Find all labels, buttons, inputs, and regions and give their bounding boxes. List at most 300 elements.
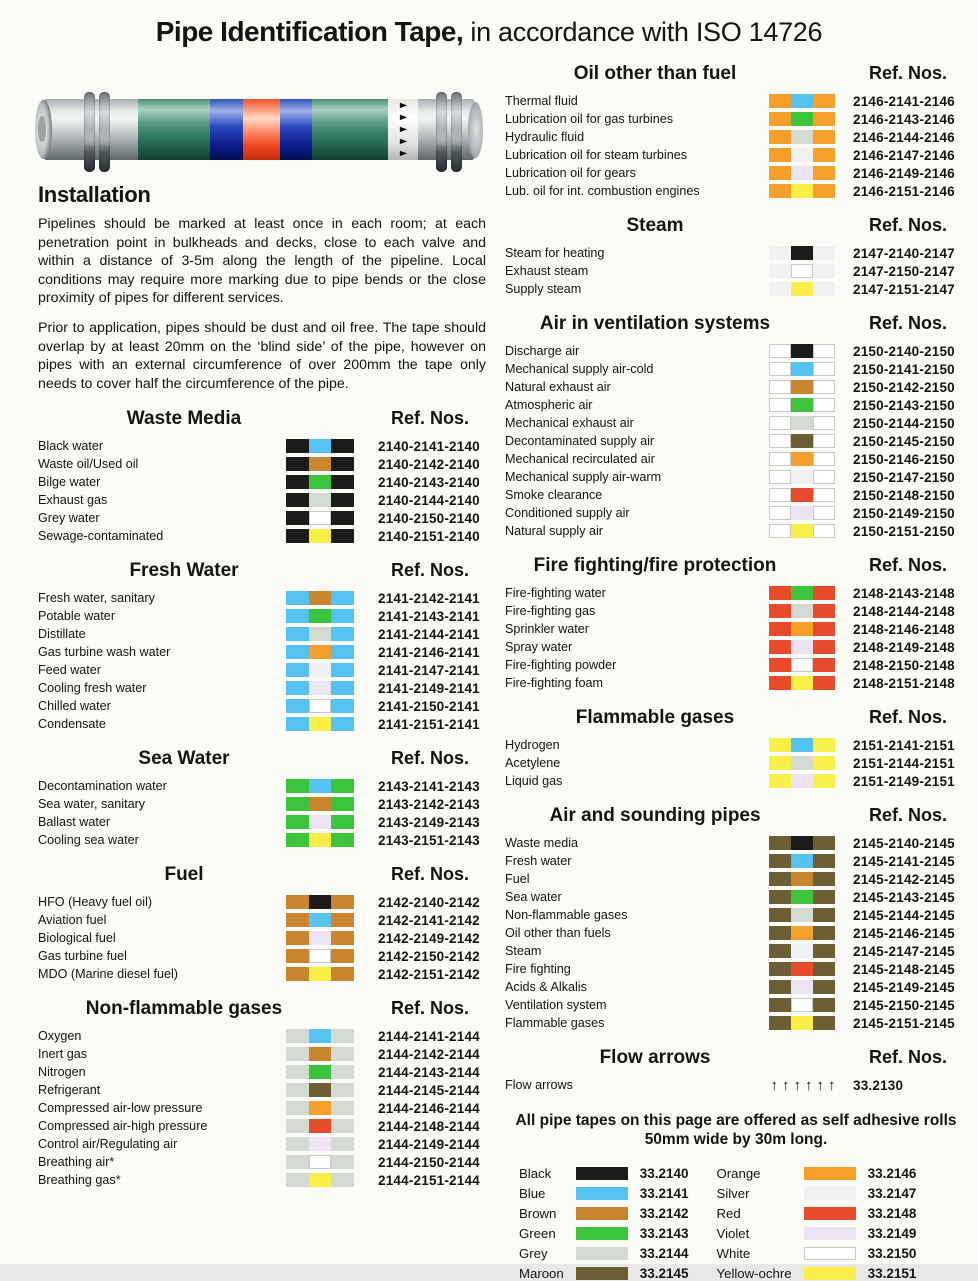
- left-sections: [38, 408, 486, 1189]
- band-maroon: [813, 998, 835, 1012]
- band-maroon: [813, 926, 835, 940]
- legend-ref: 33.2142: [639, 1206, 689, 1221]
- legend-color-name: Yellow-ochre: [716, 1266, 792, 1281]
- row-label: Fresh water: [505, 854, 572, 868]
- table-row: [38, 1027, 486, 1045]
- tape-swatch: [286, 699, 354, 713]
- pipe-end-right: [468, 102, 483, 158]
- row-label: Sewage-contaminated: [38, 529, 164, 544]
- band-yellow: [791, 282, 813, 296]
- tape-swatch: [769, 676, 835, 690]
- table-row: [38, 527, 486, 545]
- section-header: [505, 707, 967, 729]
- tape-swatch: [286, 529, 354, 543]
- row-label: Sea water: [505, 890, 562, 904]
- tape-swatch: [769, 506, 835, 520]
- table-row: [505, 620, 967, 638]
- band-brown: [309, 591, 332, 605]
- band-red: [769, 676, 791, 690]
- band-red: [791, 488, 813, 502]
- row-ref: 2144-2150-2144: [378, 1154, 480, 1170]
- table-row: [505, 92, 967, 110]
- flow-arrow-icon: ►: [396, 99, 410, 110]
- page-title-main: Pipe Identification Tape,: [155, 16, 464, 47]
- band-black: [331, 457, 354, 471]
- color-legend: [505, 1166, 967, 1281]
- legend-swatch-grey: [576, 1247, 628, 1260]
- legend-ref: 33.2147: [867, 1186, 917, 1201]
- row-ref: 2145-2147-2145: [853, 943, 955, 959]
- flow-arrow-icon: ►: [396, 111, 410, 122]
- band-black: [791, 344, 813, 358]
- table-row: [505, 674, 967, 692]
- legend-color-name: Brown: [519, 1206, 557, 1221]
- band-grey: [286, 1047, 309, 1061]
- band-white: [769, 452, 791, 466]
- band-red: [813, 658, 835, 672]
- row-ref: 2150-2149-2150: [853, 505, 955, 521]
- tape-swatch: [769, 112, 835, 126]
- section-title: Waste Media: [126, 408, 242, 430]
- row-ref: 2148-2151-2148: [853, 675, 955, 691]
- band-black: [286, 457, 309, 471]
- band-black: [286, 493, 309, 507]
- band-blue: [309, 439, 332, 453]
- band-green: [791, 586, 813, 600]
- section-fuel: [38, 864, 486, 983]
- band-blue: [791, 362, 813, 376]
- band-yellow: [791, 676, 813, 690]
- band-violet: [791, 980, 813, 994]
- tape-swatch: [286, 815, 354, 829]
- band-green: [791, 890, 813, 904]
- row-ref: 2150-2140-2150: [853, 343, 955, 359]
- legend-color-name: Maroon: [519, 1266, 564, 1281]
- band-maroon: [769, 962, 791, 976]
- section-title: Steam: [626, 215, 684, 236]
- band-white: [769, 488, 791, 502]
- row-label: Potable water: [38, 609, 116, 624]
- row-label: Thermal fluid: [505, 94, 578, 108]
- row-ref: 2145-2150-2145: [853, 997, 955, 1013]
- row-label: Hydrogen: [505, 738, 560, 752]
- legend-swatch-yellow: [804, 1267, 856, 1280]
- row-ref: 2148-2144-2148: [853, 603, 955, 619]
- band-brown: [309, 797, 332, 811]
- table-row: [505, 146, 967, 164]
- band-brown: [791, 380, 813, 394]
- table-row: [505, 522, 967, 540]
- legend-color-name: Green: [519, 1226, 556, 1241]
- row-ref: 2145-2146-2145: [853, 925, 955, 941]
- band-blue: [286, 591, 309, 605]
- tape-swatch: [286, 779, 354, 793]
- row-ref: 2145-2144-2145: [853, 907, 955, 923]
- row-label: Gas turbine wash water: [38, 645, 171, 660]
- band-maroon: [813, 1016, 835, 1030]
- tape-swatch: [769, 604, 835, 618]
- band-white: [309, 699, 332, 713]
- row-ref: 2142-2140-2142: [378, 894, 480, 910]
- tape-swatch: [769, 398, 835, 412]
- table-row: [505, 432, 967, 450]
- row-label: Gas turbine fuel: [38, 949, 127, 964]
- legend-color-name: Red: [716, 1206, 741, 1221]
- ref-nos-header: Ref. Nos.: [868, 555, 947, 575]
- band-brown: [331, 967, 354, 981]
- flange-disc: [436, 92, 447, 172]
- band-orange: [813, 94, 835, 108]
- row-label: Compressed air-high pressure: [38, 1119, 208, 1134]
- band-silver: [813, 264, 835, 278]
- row-label: Acetylene: [505, 756, 561, 770]
- band-red: [813, 640, 835, 654]
- band-yellow: [309, 529, 332, 543]
- row-ref: 2141-2150-2141: [378, 698, 480, 714]
- table-row: [38, 831, 486, 849]
- row-label: Chilled water: [38, 699, 111, 714]
- section-title: Oil other than fuel: [573, 63, 737, 84]
- tape-swatch: [286, 1083, 354, 1097]
- band-brown: [309, 1047, 332, 1061]
- band-violet: [309, 1137, 332, 1151]
- band-red: [769, 586, 791, 600]
- row-ref: 2144-2143-2144: [378, 1064, 480, 1080]
- section-title: Non-flammable gases: [85, 998, 283, 1020]
- ref-nos-header: Ref. Nos.: [390, 998, 469, 1019]
- table-row: [38, 437, 486, 455]
- table-row: [38, 1081, 486, 1099]
- band-brown: [331, 949, 354, 963]
- row-label: Lubrication oil for gears: [505, 166, 636, 180]
- band-brown: [286, 913, 309, 927]
- band-orange: [791, 622, 813, 636]
- band-blue: [286, 699, 309, 713]
- legend-color-name: Blue: [519, 1186, 546, 1201]
- band-orange: [813, 148, 835, 162]
- row-label: Waste oil/Used oil: [38, 457, 139, 472]
- tape-swatch: [286, 797, 354, 811]
- tape-swatch: [286, 931, 354, 945]
- band-blue: [331, 681, 354, 695]
- section-header: [38, 748, 486, 770]
- row-label: Fire-fighting water: [505, 586, 606, 600]
- band-orange: [813, 184, 835, 198]
- tape-swatch: [286, 1047, 354, 1061]
- band-maroon: [791, 434, 813, 448]
- legend-ref: 33.2140: [639, 1166, 689, 1181]
- band-green: [286, 833, 309, 847]
- legend-ref: 33.2150: [867, 1246, 917, 1261]
- table-row: [505, 924, 967, 942]
- row-label: Aviation fuel: [38, 913, 107, 928]
- band-yellow: [791, 184, 813, 198]
- section-header: [505, 313, 967, 335]
- tape-swatch: [769, 640, 835, 654]
- row-label: Steam: [505, 944, 542, 958]
- band-yellow: [769, 774, 791, 788]
- band-blue: [286, 609, 309, 623]
- section-fire-fighting-fire-protection: [505, 555, 967, 692]
- row-ref: 2145-2151-2145: [853, 1015, 955, 1031]
- row-label: Acids & Alkalis: [505, 980, 587, 994]
- tape-swatch: [286, 609, 354, 623]
- row-ref: 2145-2149-2145: [853, 979, 955, 995]
- band-grey: [331, 1155, 354, 1169]
- band-white: [813, 452, 835, 466]
- band-black: [791, 246, 813, 260]
- section-fresh-water: [38, 560, 486, 733]
- table-row: [505, 110, 967, 128]
- ref-nos-header: Ref. Nos.: [390, 560, 469, 581]
- section-flow-arrows: [505, 1047, 967, 1094]
- row-label: Fresh water, sanitary: [38, 591, 155, 606]
- band-brown: [286, 931, 309, 945]
- table-row: [505, 280, 967, 298]
- row-label: Breathing gas*: [38, 1173, 121, 1188]
- row-label: Flammable gases: [505, 1016, 605, 1030]
- band-orange: [791, 452, 813, 466]
- band-green: [331, 797, 354, 811]
- right-column: [505, 48, 967, 1281]
- band-yellow: [791, 1016, 813, 1030]
- tape-swatch: [769, 380, 835, 394]
- band-maroon: [813, 944, 835, 958]
- row-ref: 2145-2148-2145: [853, 961, 955, 977]
- right-sections: [505, 63, 967, 1094]
- legend-column: [519, 1166, 689, 1281]
- row-ref: 2146-2149-2146: [853, 165, 955, 181]
- tape-swatch: [769, 836, 835, 850]
- section-flammable-gases: [505, 707, 967, 790]
- section-header: [38, 864, 486, 886]
- band-violet: [309, 931, 332, 945]
- table-row: [505, 888, 967, 906]
- tape-swatch: [286, 591, 354, 605]
- pipe-tape-green-left: [138, 99, 210, 160]
- tape-swatch: [769, 94, 835, 108]
- row-label: HFO (Heavy fuel oil): [38, 895, 153, 910]
- band-brown: [331, 913, 354, 927]
- legend-ref: 33.2144: [639, 1246, 689, 1261]
- legend-color-name: White: [716, 1246, 751, 1261]
- table-row: [38, 795, 486, 813]
- tape-swatch: [286, 1101, 354, 1115]
- band-black: [331, 493, 354, 507]
- row-ref: 2144-2148-2144: [378, 1118, 480, 1134]
- row-label: Natural supply air: [505, 524, 603, 538]
- table-row: [505, 906, 967, 924]
- ref-nos-header: Ref. Nos.: [868, 313, 947, 333]
- band-maroon: [769, 872, 791, 886]
- row-ref: 2145-2142-2145: [853, 871, 955, 887]
- band-red: [813, 604, 835, 618]
- pipe-opening: [38, 116, 46, 142]
- band-maroon: [813, 890, 835, 904]
- tape-swatch: [769, 488, 835, 502]
- row-label: Inert gas: [38, 1047, 88, 1062]
- table-row: [505, 978, 967, 996]
- band-brown: [286, 949, 309, 963]
- band-orange: [813, 112, 835, 126]
- section-header: [505, 555, 967, 577]
- band-brown: [286, 967, 309, 981]
- band-yellow: [309, 717, 332, 731]
- table-row: [505, 1014, 967, 1032]
- band-silver: [769, 246, 791, 260]
- band-blue: [286, 681, 309, 695]
- band-orange: [769, 148, 791, 162]
- tape-swatch: [286, 511, 354, 525]
- tape-swatch: [769, 344, 835, 358]
- tape-swatch: [286, 1029, 354, 1043]
- row-ref: 2146-2147-2146: [853, 147, 955, 163]
- band-green: [791, 112, 813, 126]
- tape-swatch: [769, 962, 835, 976]
- band-white: [769, 380, 791, 394]
- row-label: Mechanical exhaust air: [505, 416, 634, 430]
- band-grey: [331, 1029, 354, 1043]
- tape-swatch: [769, 434, 835, 448]
- band-white: [813, 434, 835, 448]
- band-brown: [791, 872, 813, 886]
- row-label: Discharge air: [505, 344, 580, 358]
- row-ref: 2144-2149-2144: [378, 1136, 480, 1152]
- section-title: Fire fighting/fire protection: [533, 555, 777, 576]
- band-black: [286, 529, 309, 543]
- tape-swatch: [769, 184, 835, 198]
- band-white: [813, 380, 835, 394]
- table-row: [38, 1153, 486, 1171]
- tape-swatch: [769, 264, 835, 278]
- band-grey: [791, 908, 813, 922]
- row-ref: 2144-2151-2144: [378, 1172, 480, 1188]
- table-row: [38, 643, 486, 661]
- row-label: Spray water: [505, 640, 573, 654]
- band-grey: [286, 1029, 309, 1043]
- row-label: Steam for heating: [505, 246, 605, 260]
- band-black: [331, 439, 354, 453]
- table-row: [505, 504, 967, 522]
- band-grey: [331, 1173, 354, 1187]
- tape-swatch: [769, 872, 835, 886]
- row-ref: 2143-2142-2143: [378, 796, 480, 812]
- band-blue: [331, 645, 354, 659]
- table-row: [505, 772, 967, 790]
- section-air-and-sounding-pipes: [505, 805, 967, 1032]
- band-yellow: [769, 756, 791, 770]
- row-ref: 2145-2143-2145: [853, 889, 955, 905]
- row-label: Nitrogen: [38, 1065, 86, 1080]
- band-blue: [331, 663, 354, 677]
- legend-ref: 33.2146: [867, 1166, 917, 1181]
- row-label: Mechanical supply air-warm: [505, 470, 662, 484]
- band-black: [331, 529, 354, 543]
- installation-paragraph-1: Pipelines should be marked at least once in each room; at each penetration point in bulkheads and decks, close to each valve and within a distance of 3-5m along the length of the pipeline. Local conditions may require more marking due to pipe bends or the close proximity of pipes for different services.: [38, 216, 486, 307]
- band-blue: [331, 609, 354, 623]
- band-orange: [769, 112, 791, 126]
- row-ref: 2140-2142-2140: [378, 456, 480, 472]
- band-white: [813, 488, 835, 502]
- section-header: [505, 215, 967, 237]
- band-grey: [309, 627, 332, 641]
- table-row: [38, 929, 486, 947]
- tape-swatch: [769, 926, 835, 940]
- legend-swatch-blue: [576, 1187, 628, 1200]
- tape-swatch: [286, 645, 354, 659]
- table-row: [505, 378, 967, 396]
- band-violet: [791, 506, 813, 520]
- tape-swatch: [286, 1173, 354, 1187]
- band-white: [769, 506, 791, 520]
- ref-nos-header: Ref. Nos.: [868, 1047, 947, 1067]
- row-label: Control air/Regulating air: [38, 1137, 178, 1152]
- tape-swatch: [286, 1137, 354, 1151]
- section-non-flammable-gases: [38, 998, 486, 1189]
- tape-swatch: [769, 622, 835, 636]
- table-row: [505, 164, 967, 182]
- section-header: [505, 1047, 967, 1069]
- row-label: Mechanical supply air-cold: [505, 362, 654, 376]
- ref-nos-header: Ref. Nos.: [868, 215, 947, 235]
- band-grey: [286, 1065, 309, 1079]
- table-row: [38, 697, 486, 715]
- band-blue: [791, 738, 813, 752]
- band-green: [791, 398, 813, 412]
- band-orange: [309, 1101, 332, 1115]
- row-ref: 2148-2150-2148: [853, 657, 955, 673]
- tape-swatch: [769, 148, 835, 162]
- band-yellow: [813, 774, 835, 788]
- band-maroon: [769, 980, 791, 994]
- tape-swatch: [286, 949, 354, 963]
- table-row: [38, 1135, 486, 1153]
- table-row: [505, 1076, 967, 1094]
- tape-swatch: [286, 627, 354, 641]
- band-green: [286, 797, 309, 811]
- table-row: [505, 360, 967, 378]
- band-white: [791, 998, 813, 1012]
- legend-swatch-silver: [804, 1187, 856, 1200]
- row-label: Ballast water: [38, 815, 111, 830]
- legend-color-name: Orange: [716, 1166, 761, 1181]
- tape-swatch: [769, 944, 835, 958]
- band-maroon: [813, 962, 835, 976]
- legend-swatch-green: [576, 1227, 628, 1240]
- table-row: [505, 128, 967, 146]
- tape-swatch: [769, 246, 835, 260]
- row-label: Compressed air-low pressure: [38, 1101, 203, 1116]
- band-white: [769, 416, 791, 430]
- row-ref: 2145-2140-2145: [853, 835, 955, 851]
- flange-disc: [84, 92, 95, 172]
- band-grey: [331, 1065, 354, 1079]
- band-grey: [791, 756, 813, 770]
- table-row: [505, 486, 967, 504]
- row-ref: 2141-2147-2141: [378, 662, 480, 678]
- section-header: [38, 998, 486, 1020]
- pipe-tape-green-right: [312, 99, 388, 160]
- row-ref: 2146-2141-2146: [853, 93, 955, 109]
- row-label: Refrigerant: [38, 1083, 101, 1098]
- band-black: [331, 511, 354, 525]
- row-ref: 2142-2150-2142: [378, 948, 480, 964]
- legend-swatch-red: [804, 1207, 856, 1220]
- band-white: [813, 524, 835, 538]
- row-label: Grey water: [38, 511, 100, 526]
- row-ref: 2151-2141-2151: [853, 737, 955, 753]
- section-header: [505, 805, 967, 827]
